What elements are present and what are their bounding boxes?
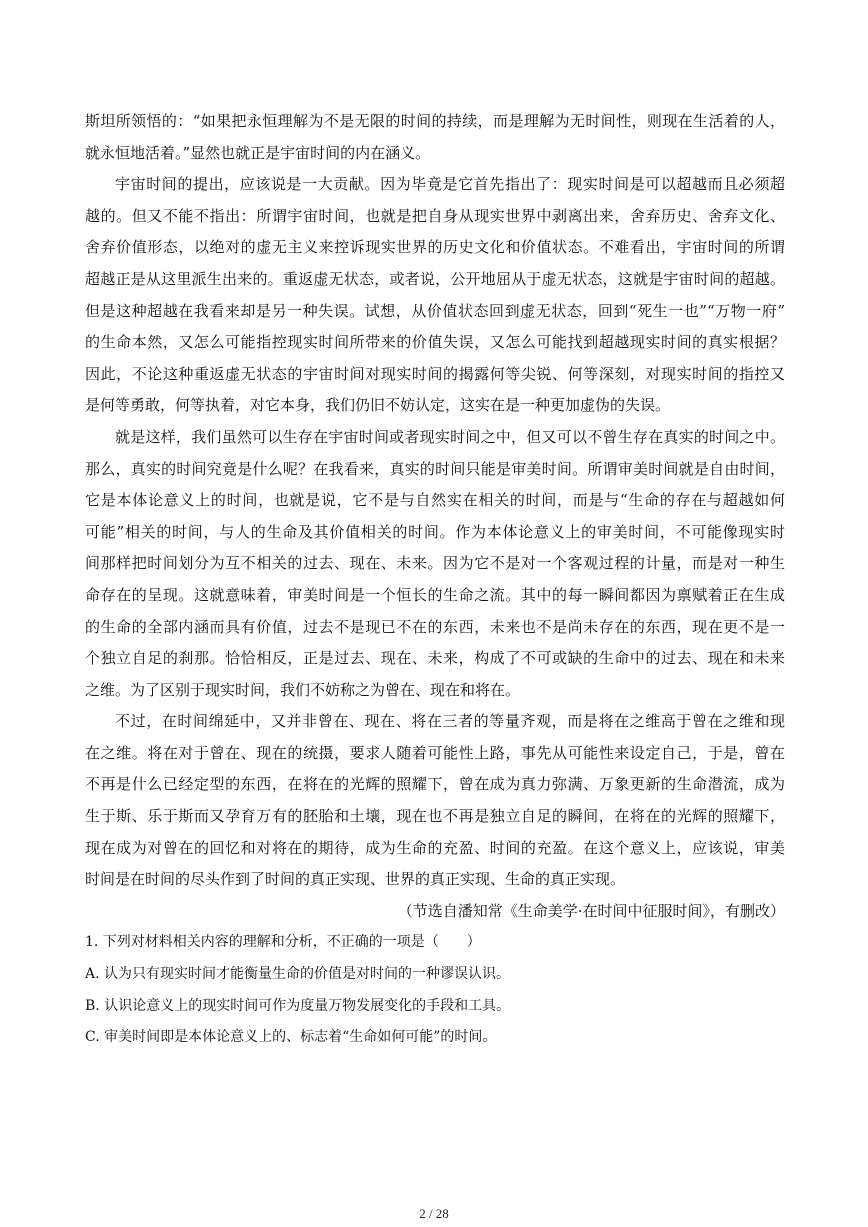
text-line: 命存在的呈现。这就意味着，审美时间是一个恒长的生命之流。其中的每一瞬间都因为禀赋着正在生成 bbox=[85, 585, 785, 604]
text-line: 不再是什么已经定型的东西，在将在的光辉的照耀下，曾在成为真力弥满、万象更新的生命潜流，成为 bbox=[85, 775, 785, 794]
text-line: 因此，不论这种重返虚无状态的宇宙时间对现实时间的揭露何等尖锐、何等深刻，对现实时间的指控又 bbox=[85, 364, 785, 383]
text-line: 现在成为对曾在的回忆和对将在的期待，成为生命的充盈、时间的充盈。在这个意义上，应该说，审美 bbox=[85, 838, 785, 857]
text-line: 越的。但又不能不指出：所谓宇宙时间，也就是把自身从现实世界中剥离出来，舍弃历史、舍弃文化、 bbox=[85, 206, 785, 225]
text-line: 在之维。将在对于曾在、现在的统摄，要求人随着可能性上路，事先从可能性来设定自己，于是，曾在 bbox=[85, 743, 785, 762]
text-line: 个独立自足的刹那。恰恰相反，正是过去、现在、未来，构成了不可或缺的生命中的过去、现在和未来 bbox=[85, 649, 785, 668]
question-stem: 1. 下列对材料相关内容的理解和分析，不正确的一项是（ ） bbox=[85, 934, 481, 951]
text-line: 但是这种超越在我看来却是另一种失误。试想，从价值状态回到虚无状态，回到“死生一也”“万物一府” bbox=[85, 301, 785, 320]
question-option-a: A. 认为只有现实时间才能衡量生命的价值是对时间的一种谬误认识。 bbox=[85, 966, 511, 983]
text-line: 舍弃价值形态，以绝对的虚无主义来控诉现实世界的历史文化和价值状态。不难看出，宇宙时间的所谓 bbox=[85, 238, 785, 257]
text-line: 时间是在时间的尽头作到了时间的真正实现、世界的真正实现、生命的真正实现。 bbox=[85, 870, 626, 889]
source-citation: （节选自潘知常《生命美学·在时间中征服时间》，有删改） bbox=[397, 901, 785, 920]
text-line: 的生命的全部内涵而具有价值，过去不是现已不在的东西，未来也不是尚未存在的东西，现在更不是一 bbox=[85, 617, 785, 636]
text-line: 生于斯、乐于斯而又孕育万有的胚胎和土壤，现在也不再是独立自足的瞬间，在将在的光辉的照耀下， bbox=[85, 807, 785, 826]
question-option-b: B. 认识论意义上的现实时间可作为度量万物发展变化的手段和工具。 bbox=[85, 997, 511, 1014]
text-line: 就永恒地活着。”显然也就正是宇宙时间的内在涵义。 bbox=[85, 143, 431, 162]
text-line: 可能”相关的时间，与人的生命及其价值相关的时间。作为本体论意义上的审美时间，不可能像现实时 bbox=[85, 522, 785, 541]
document-body bbox=[85, 106, 785, 1054]
text-line: 是何等勇敢，何等执着，对它本身，我们仍旧不妨认定，这实在是一种更加虚伪的失误。 bbox=[85, 396, 671, 415]
text-line: 它是本体论意义上的时间，也就是说，它不是与自然实在相关的时间，而是与“生命的存在与超越如何 bbox=[85, 491, 785, 510]
text-line: 那么，真实的时间究竟是什么呢？在我看来，真实的时间只能是审美时间。所谓审美时间就是自由时间， bbox=[85, 459, 785, 478]
question-option-c: C. 审美时间即是本体论意义上的、标志着“生命如何可能”的时间。 bbox=[85, 1029, 497, 1046]
text-line: 不过，在时间绵延中，又并非曾在、现在、将在三者的等量齐观，而是将在之维高于曾在之维和现 bbox=[115, 712, 785, 731]
text-line: 之维。为了区别于现实时间，我们不妨称之为曾在、现在和将在。 bbox=[85, 680, 521, 699]
text-line: 斯坦所领悟的：“如果把永恒理解为不是无限的时间的持续，而是理解为无时间性，则现在生活着的人， bbox=[85, 112, 785, 130]
text-line: 宇宙时间的提出，应该说是一大贡献。因为毕竟是它首先指出了：现实时间是可以超越而且必须超 bbox=[115, 175, 785, 194]
text-line: 超越正是从这里派生出来的。重返虚无状态，或者说，公开地屈从于虚无状态，这就是宇宙时间的超越。 bbox=[85, 269, 785, 288]
text-line: 就是这样，我们虽然可以生存在宇宙时间或者现实时间之中，但又可以不曾生存在真实的时间之中。 bbox=[115, 427, 785, 446]
text-line: 间那样把时间划分为互不相关的过去、现在、未来。因为它不是对一个客观过程的计量，而是对一种生 bbox=[85, 554, 785, 573]
text-line: 的生命本然，又怎么可能指控现实时间所带来的价值失误，又怎么可能找到超越现实时间的真实根据？ bbox=[85, 333, 785, 352]
page-number: 2 / 28 bbox=[419, 1206, 449, 1221]
